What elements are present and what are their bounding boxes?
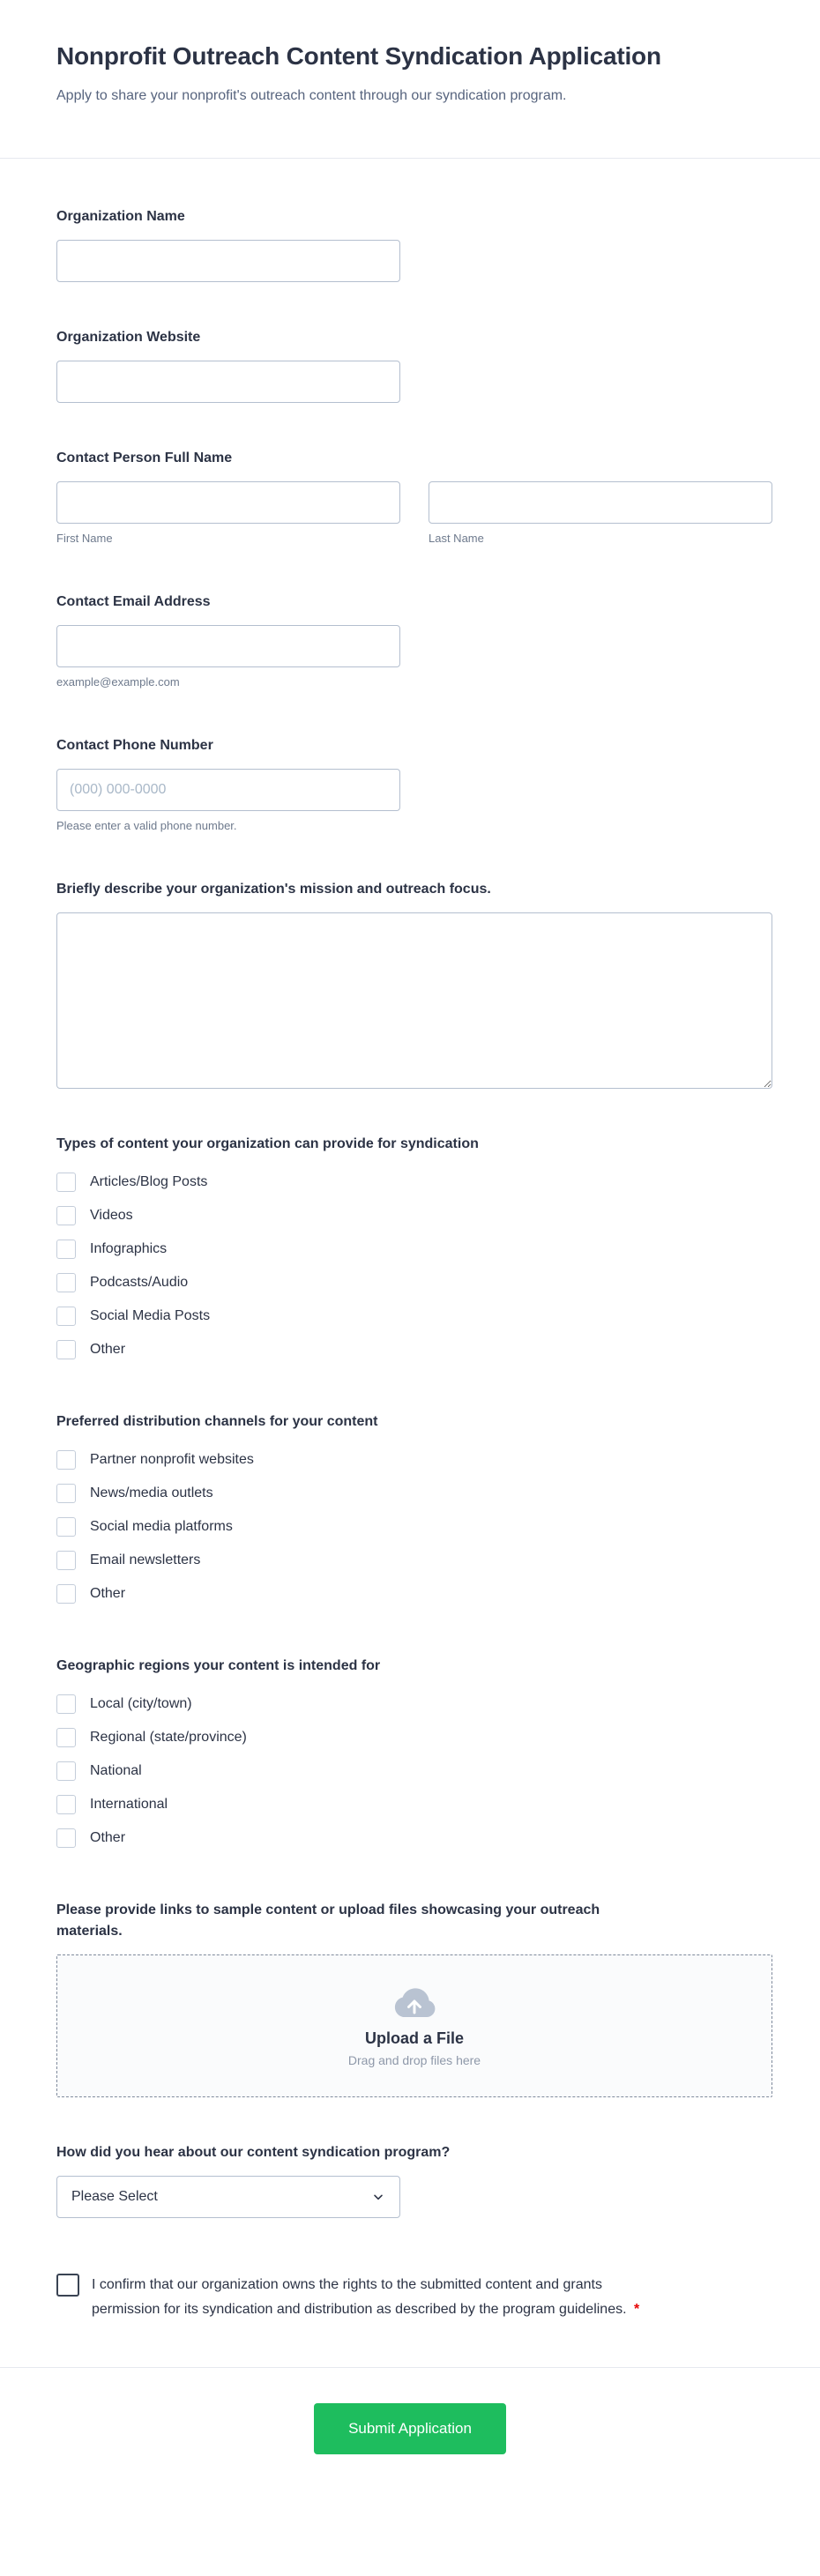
content-type-option — [56, 1199, 772, 1232]
channel-option-label: Email newsletters — [90, 1552, 201, 1567]
first-name-sublabel: First Name — [56, 532, 113, 545]
content-type-option-label: Infographics — [90, 1241, 168, 1256]
field-organization-website — [56, 327, 772, 403]
page-subtitle: Apply to share your nonprofit's outreach content through our syndication program. — [56, 88, 567, 103]
content-type-option-label: Social Media Posts — [90, 1308, 211, 1323]
mission-description-label: Briefly describe your organization's mission and outreach focus. — [56, 882, 491, 897]
region-option-label: Other — [90, 1830, 126, 1845]
channel-checkbox-other[interactable] — [56, 1584, 76, 1604]
field-organization-name — [56, 206, 772, 282]
organization-name-input[interactable] — [56, 240, 400, 282]
contact-email-label: Contact Email Address — [56, 594, 211, 609]
region-checkbox-international[interactable] — [56, 1795, 76, 1814]
name-inputs-row — [56, 481, 772, 547]
cloud-upload-icon — [390, 1985, 439, 2022]
distribution-channels-label: Preferred distribution channels for your content — [56, 1414, 378, 1429]
referral-source-select[interactable] — [56, 2176, 400, 2218]
contact-phone-input[interactable] — [56, 769, 400, 811]
file-upload-label: Please provide links to sample content or upload files showcasing your outreach materials. — [56, 1902, 600, 1939]
region-checkbox-national[interactable] — [56, 1761, 76, 1781]
content-type-checkbox-articles[interactable] — [56, 1173, 76, 1192]
referral-source-label: How did you hear about our content syndication program? — [56, 2145, 451, 2160]
content-type-checkbox-other[interactable] — [56, 1340, 76, 1359]
consent-text: I confirm that our organization owns the rights to the submitted content and grants permission for its syndication and distribution as described by the program guidelines. — [92, 2277, 627, 2317]
field-content-types — [56, 1134, 772, 1366]
file-upload-dropzone[interactable] — [56, 1954, 772, 2097]
channel-checkbox-partner-websites[interactable] — [56, 1450, 76, 1470]
content-type-option — [56, 1333, 772, 1366]
content-type-option — [56, 1266, 772, 1299]
content-type-option — [56, 1299, 772, 1333]
channel-checkbox-social-platforms[interactable] — [56, 1517, 76, 1537]
region-option — [56, 1721, 772, 1754]
channel-option-label: Social media platforms — [90, 1519, 233, 1534]
channel-option — [56, 1577, 772, 1611]
form-body — [0, 159, 820, 2322]
organization-website-input[interactable] — [56, 361, 400, 403]
channel-option-label: News/media outlets — [90, 1485, 213, 1500]
organization-name-label: Organization Name — [56, 209, 185, 224]
form-header — [0, 0, 820, 158]
content-type-checkbox-videos[interactable] — [56, 1206, 76, 1225]
content-type-option — [56, 1232, 772, 1266]
region-option-label: International — [90, 1797, 168, 1812]
last-name-input[interactable] — [429, 481, 772, 524]
content-type-option-label: Articles/Blog Posts — [90, 1174, 208, 1189]
field-file-upload — [56, 1900, 772, 2097]
field-geographic-regions — [56, 1656, 772, 1855]
region-option — [56, 1788, 772, 1821]
channel-option — [56, 1510, 772, 1544]
chevron-down-icon — [371, 2190, 385, 2204]
content-type-option-label: Videos — [90, 1208, 133, 1223]
consent-checkbox[interactable] — [56, 2274, 79, 2297]
channel-option — [56, 1477, 772, 1510]
content-type-option-label: Podcasts/Audio — [90, 1275, 189, 1290]
field-mission-description — [56, 879, 772, 1089]
mission-description-textarea[interactable] — [56, 912, 772, 1089]
field-referral-source — [56, 2142, 772, 2218]
organization-website-label: Organization Website — [56, 330, 201, 345]
upload-title: Upload a File — [364, 2029, 465, 2047]
last-name-column — [429, 481, 772, 547]
region-checkbox-regional[interactable] — [56, 1728, 76, 1747]
upload-hint: Drag and drop files here — [347, 2052, 481, 2067]
region-option — [56, 1687, 772, 1721]
region-checkbox-local[interactable] — [56, 1694, 76, 1714]
contact-phone-label: Contact Phone Number — [56, 738, 213, 753]
region-option — [56, 1754, 772, 1788]
contact-phone-sublabel: Please enter a valid phone number. — [56, 819, 237, 832]
content-types-label: Types of content your organization can provide for syndication — [56, 1136, 479, 1151]
content-type-checkbox-podcasts[interactable] — [56, 1273, 76, 1292]
first-name-column — [56, 481, 400, 547]
contact-email-input[interactable] — [56, 625, 400, 667]
contact-email-sublabel: example@example.com — [56, 675, 180, 689]
form-footer — [0, 2368, 820, 2498]
region-option-label: Regional (state/province) — [90, 1730, 247, 1745]
referral-selected-value: Please Select — [71, 2189, 158, 2204]
channel-option — [56, 1443, 772, 1477]
region-option — [56, 1821, 772, 1855]
first-name-input[interactable] — [56, 481, 400, 524]
content-type-option-label: Other — [90, 1342, 126, 1357]
channel-checkbox-news-media[interactable] — [56, 1484, 76, 1503]
consent-block — [56, 2273, 643, 2322]
channel-option-label: Other — [90, 1586, 126, 1601]
page-title: Nonprofit Outreach Content Syndication Application — [56, 42, 661, 70]
region-checkbox-other[interactable] — [56, 1828, 76, 1848]
region-option-label: National — [90, 1763, 142, 1778]
content-type-option — [56, 1165, 772, 1199]
field-contact-name — [56, 448, 772, 547]
geographic-regions-label: Geographic regions your content is intended for — [56, 1658, 381, 1673]
submit-button[interactable]: Submit Application — [314, 2403, 506, 2454]
contact-name-label: Contact Person Full Name — [56, 450, 233, 465]
region-option-label: Local (city/town) — [90, 1696, 192, 1711]
field-contact-email — [56, 592, 772, 690]
field-contact-phone — [56, 735, 772, 834]
channel-option — [56, 1544, 772, 1577]
content-type-checkbox-infographics[interactable] — [56, 1240, 76, 1259]
last-name-sublabel: Last Name — [429, 532, 484, 545]
field-distribution-channels — [56, 1411, 772, 1611]
channel-option-label: Partner nonprofit websites — [90, 1452, 254, 1467]
channel-checkbox-email-newsletters[interactable] — [56, 1551, 76, 1570]
required-asterisk: * — [634, 2302, 640, 2317]
content-type-checkbox-social-posts[interactable] — [56, 1307, 76, 1326]
